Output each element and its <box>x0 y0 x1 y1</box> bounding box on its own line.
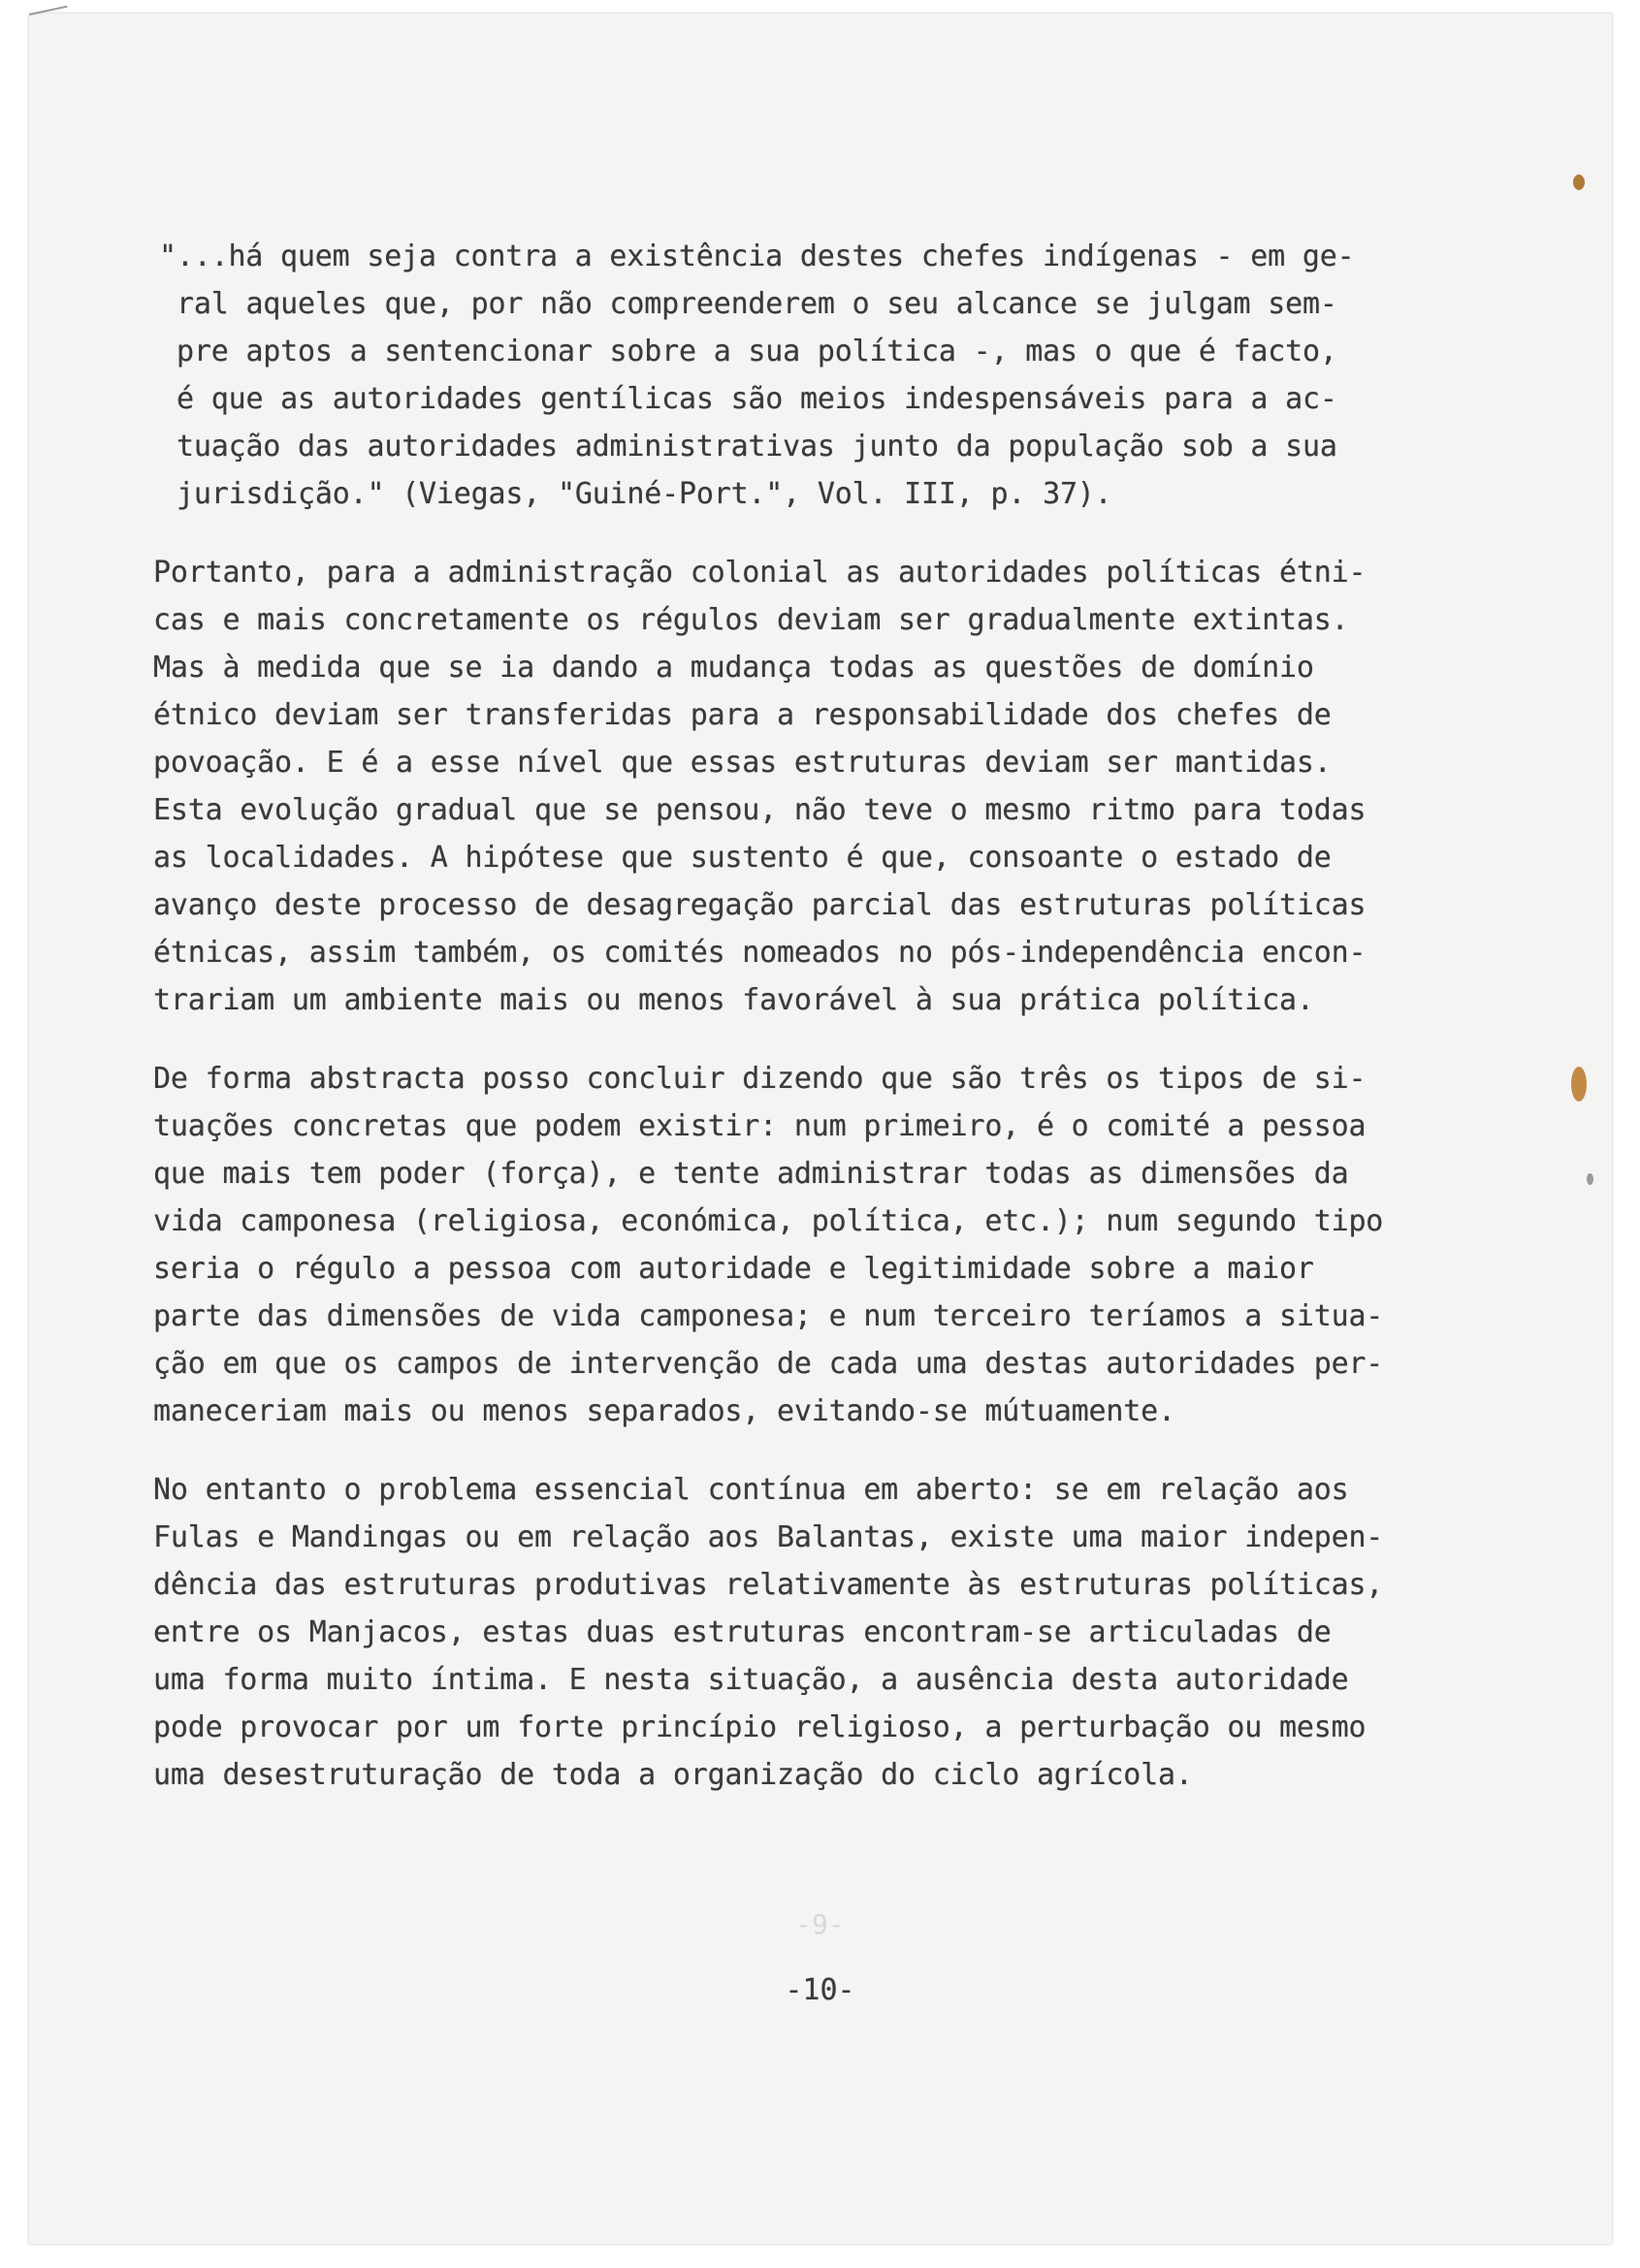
body-paragraph <box>153 1055 1540 1435</box>
text-line: que mais tem poder (força), e tente administrar todas as dimensões da <box>153 1157 1349 1191</box>
rust-stain <box>1573 175 1585 190</box>
text-line: parte das dimensões de vida camponesa; e num terceiro teríamos a situa- <box>153 1299 1384 1333</box>
quote-paragraph <box>159 233 1540 518</box>
rust-stain <box>1587 1173 1593 1185</box>
text-line: cas e mais concretamente os régulos deviam ser gradualmente extintas. <box>153 603 1349 637</box>
text-line: No entanto o problema essencial contínua em aberto: se em relação aos <box>153 1473 1349 1507</box>
text-line: tuações concretas que podem existir: num primeiro, é o comité a pessoa <box>153 1109 1367 1143</box>
text-line: Esta evolução gradual que se pensou, não teve o mesmo ritmo para todas <box>153 793 1367 827</box>
text-line: seria o régulo a pessoa com autoridade e legitimidade sobre a maior <box>153 1252 1314 1286</box>
bleed-through-page-number: -9- <box>795 1908 845 1940</box>
text-line: povoação. E é a esse nível que essas estruturas deviam ser mantidas. <box>153 746 1332 780</box>
text-line: uma forma muito íntima. E nesta situação, a ausência desta autoridade <box>153 1663 1349 1697</box>
body-paragraph <box>153 549 1540 1024</box>
text-line: Portanto, para a administração colonial as autoridades políticas étni- <box>153 556 1367 590</box>
text-line: é que as autoridades gentílicas são meios indespensáveis para a ac- <box>177 382 1337 416</box>
text-line: pode provocar por um forte princípio religioso, a perturbação ou mesmo <box>153 1710 1367 1744</box>
text-line: jurisdição." (Viegas, "Guiné-Port.", Vol. III, p. 37). <box>177 477 1112 511</box>
text-line: uma desestruturação de toda a organização do ciclo agrícola. <box>153 1758 1193 1792</box>
text-line: trariam um ambiente mais ou menos favorável à sua prática política. <box>153 983 1314 1017</box>
document-body <box>153 233 1540 1799</box>
text-line: vida camponesa (religiosa, económica, política, etc.); num segundo tipo <box>153 1204 1384 1238</box>
text-line: ral aqueles que, por não compreenderem o seu alcance se julgam sem- <box>177 287 1337 321</box>
text-line: entre os Manjacos, estas duas estruturas encontram-se articuladas de <box>153 1615 1332 1649</box>
text-line: maneceriam mais ou menos separados, evitando-se mútuamente. <box>153 1394 1175 1428</box>
text-line: "...há quem seja contra a existência destes chefes indígenas - em ge- <box>159 240 1355 273</box>
text-line: dência das estruturas produtivas relativamente às estruturas políticas, <box>153 1568 1384 1602</box>
text-line: as localidades. A hipótese que sustento é que, consoante o estado de <box>153 841 1332 875</box>
text-line: étnico deviam ser transferidas para a responsabilidade dos chefes de <box>153 698 1332 732</box>
text-line: pre aptos a sentencionar sobre a sua política -, mas o que é facto, <box>177 335 1337 368</box>
text-line: avanço deste processo de desagregação parcial das estruturas políticas <box>153 888 1367 922</box>
text-line: Mas à medida que se ia dando a mudança todas as questões de domínio <box>153 651 1314 685</box>
text-line: De forma abstracta posso concluir dizendo que são três os tipos de si- <box>153 1062 1367 1096</box>
text-line: étnicas, assim também, os comités nomeados no pós-independência encon- <box>153 936 1367 970</box>
page-number: -10- <box>785 1973 855 2007</box>
body-paragraph <box>153 1466 1540 1799</box>
rust-stain <box>1571 1067 1587 1102</box>
text-line: ção em que os campos de intervenção de cada uma destas autoridades per- <box>153 1347 1384 1381</box>
text-line: tuação das autoridades administrativas junto da população sob a sua <box>177 430 1337 463</box>
text-line: Fulas e Mandingas ou em relação aos Balantas, existe uma maior indepen- <box>153 1520 1384 1554</box>
